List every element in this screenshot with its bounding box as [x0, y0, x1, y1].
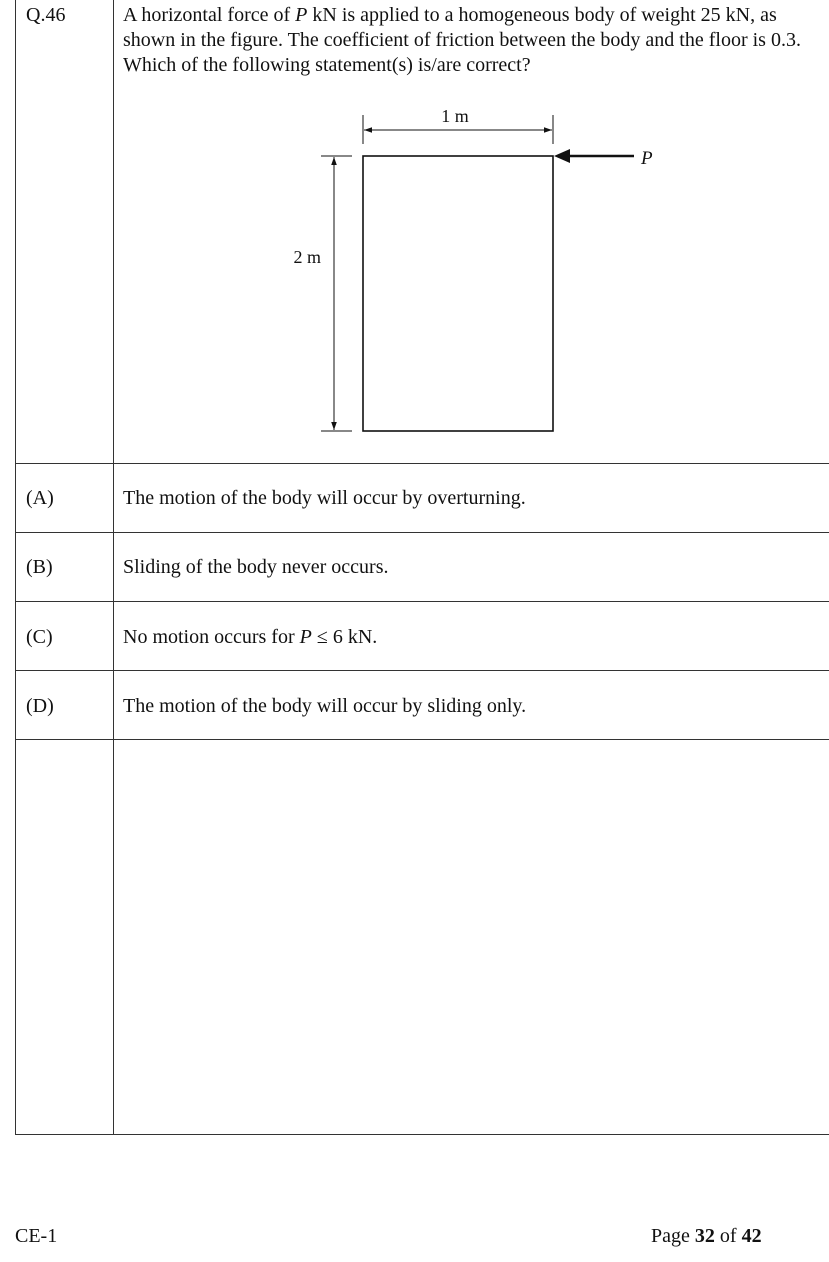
- option-a-text: The motion of the body will occur by overturning.: [123, 487, 526, 509]
- question-number: Q.46: [26, 4, 66, 26]
- option-d-text: The motion of the body will occur by sliding only.: [123, 695, 527, 717]
- page-total: 42: [741, 1225, 762, 1247]
- option-b-text: Sliding of the body never occurs.: [123, 556, 389, 578]
- question-text: [123, 3, 823, 78]
- row-divider: [16, 463, 829, 464]
- question-variable-p: P: [295, 4, 308, 26]
- block-figure: [286, 100, 686, 445]
- option-c-text-part2: ≤ 6 kN.: [311, 626, 378, 648]
- question-text-part1: A horizontal force of: [123, 4, 296, 26]
- page-of: of: [714, 1225, 742, 1247]
- page-number: [651, 1224, 762, 1249]
- option-a-label: (A): [26, 487, 54, 509]
- paper-code: CE-1: [15, 1225, 58, 1247]
- option-c-variable-p: P: [299, 626, 312, 648]
- block-body: [363, 156, 553, 431]
- question-table: [15, 0, 829, 1135]
- force-arrowhead: [554, 149, 570, 163]
- page-prefix: Page: [651, 1225, 695, 1247]
- row-divider: [16, 532, 829, 533]
- row-divider: [16, 601, 829, 602]
- option-b-label: (B): [26, 556, 53, 578]
- question-text-part2: kN is applied to a homogeneous body of weight 25 kN, as shown in the figure. The coefficient of friction between the body and the floor is 0.3. Which of the following statement(s) is/are correct?: [123, 4, 801, 76]
- row-divider: [16, 670, 829, 671]
- option-c-text-part1: No motion occurs for: [123, 626, 300, 648]
- option-c-text: [123, 625, 377, 650]
- row-divider: [16, 739, 829, 740]
- force-label: P: [641, 148, 653, 169]
- option-d-label: (D): [26, 695, 54, 717]
- page-current: 32: [694, 1225, 715, 1247]
- height-label: 2 m: [293, 247, 321, 267]
- column-divider: [113, 0, 114, 1135]
- option-c-label: (C): [26, 626, 53, 648]
- width-label: 1 m: [441, 106, 469, 126]
